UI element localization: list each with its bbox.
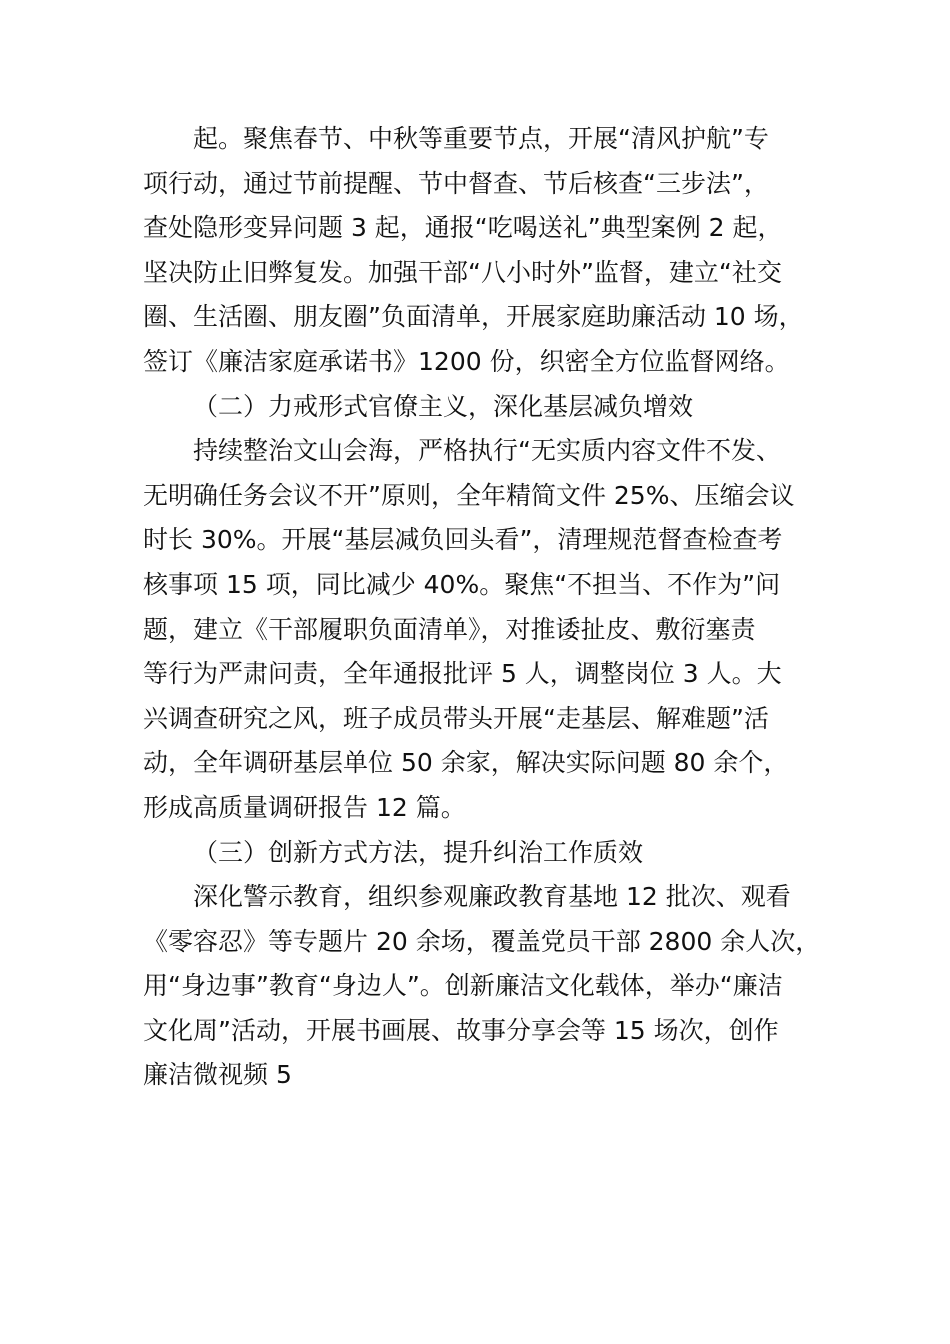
- text-line: 签订《廉洁家庭承诺书》1200 份，织密全方位监督网络。: [143, 346, 790, 376]
- text-line: 深化警示教育，组织参观廉政教育基地 12 批次、观看: [193, 882, 791, 912]
- text-line: 兴调查研究之风，班子成员带头开展“走基层、解难题”活: [143, 703, 769, 733]
- text-line: 用“身边事”教育“身边人”。创新廉洁文化载体，举办“廉洁: [143, 971, 783, 1001]
- text-line: 核事项 15 项，同比减少 40%。聚焦“不担当、不作为”问: [143, 569, 781, 599]
- text-line: 无明确任务会议不开”原则，全年精简文件 25%、压缩会议: [143, 480, 795, 510]
- text-line: 《零容忍》等专题片 20 余场，覆盖党员干部 2800 余人次，: [143, 926, 821, 956]
- text-line: 起。聚焦春节、中秋等重要节点，开展“清风护航”专: [193, 124, 769, 153]
- text-line: 形成高质量调研报告 12 篇。: [143, 792, 466, 822]
- text-line: 坚决防止旧弊复发。加强干部“八小时外”监督，建立“社交: [143, 257, 782, 287]
- document-body: [143, 117, 843, 1098]
- text-line: 廉洁微视频 5: [143, 1060, 292, 1090]
- text-line: 持续整治文山会海，严格执行“无实质内容文件不发、: [193, 436, 781, 466]
- text-line: 项行动，通过节前提醒、节中督查、节后核查“三步法”，: [143, 168, 769, 198]
- text-line: 文化周”活动，开展书画展、故事分享会等 15 场次，创作: [143, 1015, 779, 1045]
- text-line: 时长 30%。开展“基层减负回头看”，清理规范督查检查考: [143, 525, 783, 555]
- section-heading: （三）创新方式方法，提升纠治工作质效: [193, 837, 644, 867]
- section-heading: （二）力戒形式官僚主义，深化基层减负增效: [193, 391, 694, 421]
- text-line: 题，建立《干部履职负面清单》，对推诿扯皮、敷衍塞责: [143, 614, 756, 644]
- text-line: 动，全年调研基层单位 50 余家，解决实际问题 80 余个，: [143, 748, 789, 778]
- text-line: 查处隐形变异问题 3 起，通报“吃喝送礼”典型案例 2 起，: [143, 213, 783, 243]
- text-line: 等行为严肃问责，全年通报批评 5 人，调整岗位 3 人。大: [143, 659, 782, 689]
- text-line: 圈、生活圈、朋友圈”负面清单，开展家庭助廉活动 10 场，: [143, 302, 804, 332]
